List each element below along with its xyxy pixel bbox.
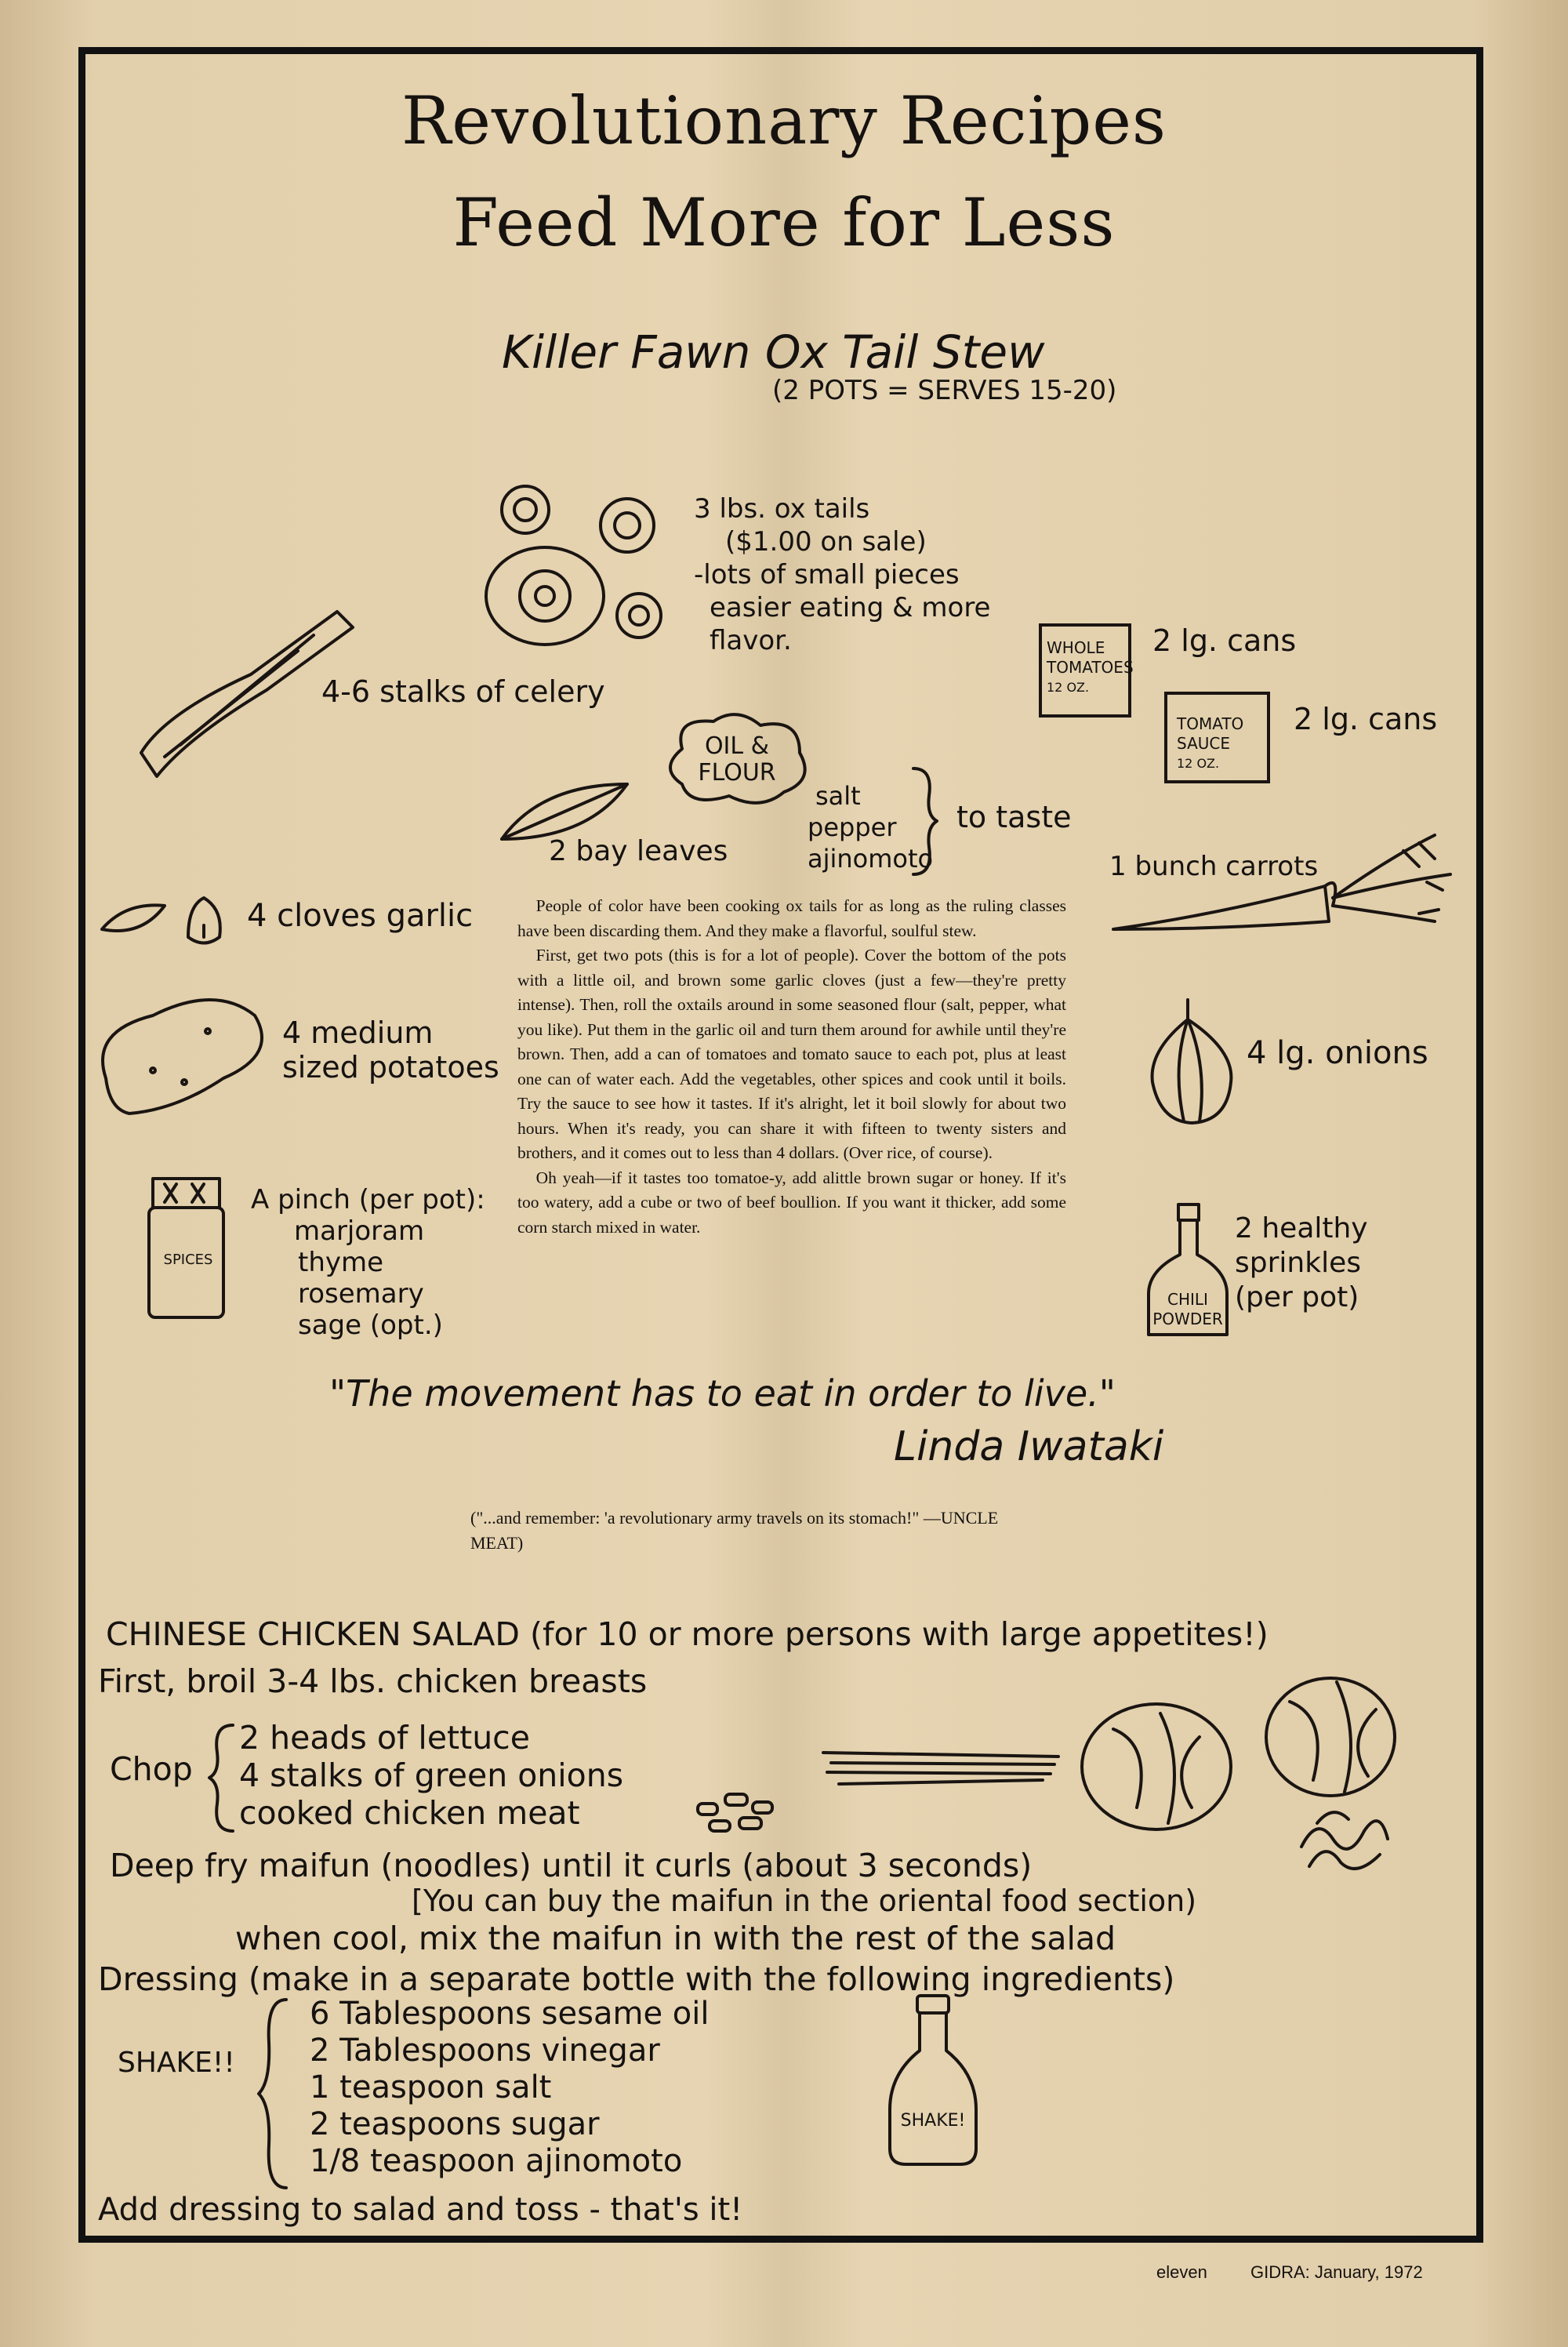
garlic-sketch [94,890,243,953]
oxtail-line: flavor. [710,625,792,656]
chili-line: 2 healthy [1235,1212,1368,1244]
noodles-sketch [1294,1800,1396,1878]
can-label: TOMATO [1177,714,1244,733]
carrots-label: 1 bunch carrots [1109,851,1319,882]
can-size: 12 OZ. [1047,680,1090,695]
carrot-sketch [1105,827,1458,945]
seasonings-brace [909,765,941,878]
to-taste-label: to taste [956,800,1072,834]
dressing-item: 1 teaspoon salt [310,2069,552,2105]
oxtail-sketch [470,478,674,659]
dressing-brace [255,1996,290,2192]
instruction-paragraph: Oh yeah—if it tastes too tomatoe-y, add alittle brown sugar or honey. If it's too watery, add a cube or two of beef boullion. If you want it thicker, add some corn starch mixed in water. [517,1168,1066,1237]
oxtail-line: 3 lbs. ox tails [694,493,870,525]
potatoes-label [282,1015,499,1084]
chili-bottle-label [1149,1290,1227,1329]
salad-title: CHINESE CHICKEN SALAD (for 10 or more persons with large appetites!) [106,1615,1269,1653]
oil-flour-line: FLOUR [698,759,776,787]
onions-label: 4 lg. onions [1247,1035,1428,1071]
author-signature: Linda Iwataki [894,1423,1164,1470]
chicken-pieces-sketch [694,1788,788,1835]
shake-label: SHAKE!! [118,2047,235,2079]
cool-step: when cool, mix the maifun in with the rest of the salad [235,1920,1116,1957]
movement-quote: "The movement has to eat in order to live." [329,1372,1116,1415]
potato-line: 4 medium [282,1015,434,1050]
celery-label: 4-6 stalks of celery [321,674,605,709]
lettuce-head-sketch [1074,1698,1239,1835]
stew-serves: (2 POTS = SERVES 15-20) [772,375,1117,406]
can-label: WHOLE [1047,638,1105,657]
stew-title: Killer Fawn Ox Tail Stew [502,325,1045,379]
seasoning-item: ajinomoto [808,844,934,874]
dressing-bottle-sketch [882,1992,984,2168]
dressing-list [310,1996,709,2180]
dressing-item: 2 teaspoons sugar [310,2106,600,2142]
fry-step: Deep fry maifun (noodles) until it curls (about 3 seconds) [110,1847,1033,1884]
publication-line: GIDRA: January, 1972 [1250,2262,1423,2282]
chili-line: (per pot) [1235,1281,1359,1313]
bay-leaves-label: 2 bay leaves [549,835,728,867]
stew-instructions [517,894,1066,1240]
chop-list [239,1719,623,1832]
instruction-paragraph: People of color have been cooking ox tails for as long as the ruling classes have been discarding them. And they make a flavorful, soulful stew. [517,896,1066,940]
onion-sketch [1141,996,1243,1129]
tomato-sauce-qty: 2 lg. cans [1294,702,1438,736]
spice-item: marjoram [294,1215,425,1247]
oxtail-line: easier eating & more [710,592,991,623]
uncle-meat-note: ("...and remember: 'a revolutionary army travels on its stomach!" —UNCLE MEAT) [470,1508,999,1553]
chop-item: 4 stalks of green onions [239,1757,624,1794]
potato-sketch [90,984,278,1125]
tomato-sauce-can [1164,692,1270,783]
chop-item: 2 heads of lettuce [239,1719,530,1757]
chili-label-line: CHILI [1167,1290,1208,1309]
dressing-item: 2 Tablespoons vinegar [310,2033,660,2069]
finish-step: Add dressing to salad and toss - that's it! [98,2192,743,2228]
dressing-item: 6 Tablespoons sesame oil [310,1996,710,2032]
headline-line-2: Feed More for Less [452,184,1116,261]
oil-flour-text [690,733,784,787]
spice-jar-label: SPICES [163,1252,213,1268]
chop-label: Chop [110,1750,193,1788]
headline-line-1: Revolutionary Recipes [401,82,1167,159]
spices-heading: A pinch (per pot): [251,1184,485,1215]
oil-flour-line: OIL & [704,732,770,760]
potato-line: sized potatoes [282,1050,499,1084]
lettuce-head-sketch-2 [1258,1670,1403,1804]
spice-item: thyme [298,1247,384,1278]
celery-sketch [133,596,353,784]
seasoning-item: salt [815,781,861,811]
chop-item: cooked chicken meat [239,1794,580,1832]
spice-item: rosemary [298,1278,424,1310]
spices-list [251,1184,485,1341]
spice-jar-sketch [145,1172,231,1321]
seasoning-item: pepper [808,812,897,842]
chili-line: sprinkles [1235,1247,1361,1279]
garlic-label: 4 cloves garlic [247,898,474,934]
dressing-step: Dressing (make in a separate bottle with the following ingredients) [98,1960,1175,1998]
salad-first-step: First, broil 3-4 lbs. chicken breasts [98,1662,648,1700]
dressing-item: 1/8 teaspoon ajinomoto [310,2143,683,2179]
chili-note [1235,1212,1368,1315]
can-size: 12 OZ. [1177,756,1220,771]
whole-tomatoes-qty: 2 lg. cans [1152,623,1297,658]
bottle-label: SHAKE! [900,2111,966,2131]
spice-item: sage (opt.) [298,1310,443,1341]
instruction-paragraph: First, get two pots (this is for a lot of people). Cover the bottom of the pots with a little oil, and brown some garlic cloves (just a few—they're pretty intense). Then, roll the oxtails around in some seasoned flour (salt, pepper, what you like). Put them in the garlic oil and turn them around for awhile until they're brown. Then, add a can of tomatoes and tomato sauce to each pot, plus at least one can of water each. Add the vegetables, other spices and cook until it boils. Try the sauce to see how it tastes. If it's alright, let it boil slowly for about two hours. When it's ready, you can share it with fifteen to twenty sisters and brothers, and it comes out to less than 4 dollars. (Over rice, of course). [517,946,1066,1162]
chili-label-line: POWDER [1152,1310,1223,1328]
fry-note: [You can buy the maifun in the oriental food section) [412,1884,1197,1918]
chop-brace [205,1721,237,1835]
whole-tomatoes-can [1039,623,1134,718]
oxtail-line: ($1.00 on sale) [725,526,927,558]
oxtail-line: -lots of small pieces [694,559,960,590]
page-number: eleven [1156,2262,1207,2282]
can-label: SAUCE [1177,734,1230,753]
green-onions-sketch [815,1741,1066,1796]
oxtail-note [694,492,990,657]
can-label: TOMATOES [1047,658,1134,677]
